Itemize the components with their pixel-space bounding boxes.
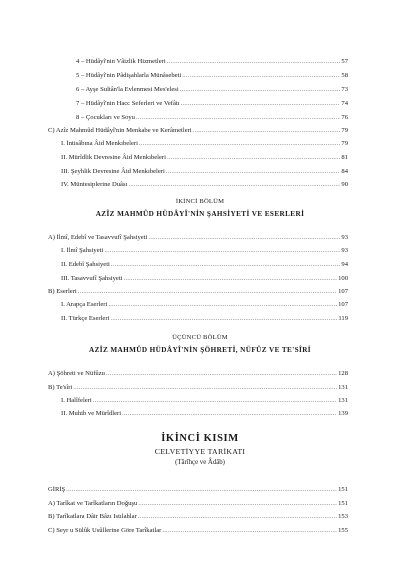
toc-entry-page: 151 [338, 486, 348, 493]
toc-entry [48, 500, 348, 508]
toc-entry-page: 155 [338, 527, 348, 534]
toc-entry-page: 84 [341, 168, 348, 175]
leader-dots [73, 384, 337, 392]
toc-entry-text: GİRİŞ [48, 486, 66, 493]
toc-entry-text: I. İlmî Şahsiyeti [61, 247, 104, 254]
chapter-number: ÜÇÜNCÜ BÖLÜM [172, 334, 228, 341]
toc-entry-page: 100 [338, 275, 348, 282]
toc-entry [61, 181, 348, 189]
toc-entry-page: 93 [341, 234, 348, 241]
leader-dots [128, 181, 340, 189]
toc-entry-page: 79 [341, 140, 348, 147]
leader-dots [124, 275, 338, 283]
toc-entry-page: 131 [338, 397, 348, 404]
toc-entry-text: C) Azîz Mahmûd Hüdâyî'nin Menkabe ve Kerâmetleri [48, 127, 192, 134]
toc-entry [61, 247, 348, 255]
toc-entry-page: 131 [338, 384, 348, 391]
toc-entry-page: 90 [341, 181, 348, 188]
toc-entry-page: 58 [341, 72, 348, 79]
toc-entry-page: 151 [338, 500, 348, 507]
leader-dots [111, 261, 341, 269]
leader-dots [167, 154, 340, 162]
toc-entry [48, 234, 348, 242]
leader-dots [136, 114, 340, 122]
part-subtitle-note: (Târîhçe ve Âdâb) [175, 459, 225, 466]
leader-dots [78, 288, 337, 296]
toc-entry [61, 261, 348, 269]
toc-entry-text: 7 – Hüdâyî'nin Hacc Seferleri ve Vefâtı [76, 100, 180, 107]
leader-dots [104, 247, 340, 255]
toc-entry-page: 107 [338, 288, 348, 295]
toc-entry-text: A) Tarîkat ve Tarîkatların Doğuşu [48, 500, 138, 507]
toc-entry [61, 168, 348, 176]
toc-entry [48, 384, 348, 392]
toc-entry-text: 4 – Hüdâyî'nin Vâizlik Hizmetleri [76, 58, 166, 65]
toc-entry [76, 58, 348, 66]
toc-entry-text: II. Mürîdlik Devresine Âid Menkıbeleri [61, 154, 166, 161]
toc-entry-text: III. Tasavvufî Şahsiyeti [61, 275, 123, 282]
chapter-number: İKİNCİ BÖLÜM [175, 198, 225, 205]
toc-entry-page: 79 [341, 127, 348, 134]
toc-entry [61, 154, 348, 162]
toc-entry-text: B) Eserleri [48, 288, 77, 295]
toc-entry-text: A) Şöhreti ve Nüfûzu [48, 370, 105, 377]
toc-entry-text: IV. Müntesiplerine Duâsı [61, 181, 128, 188]
toc-entry [48, 527, 348, 535]
leader-dots [181, 100, 341, 108]
toc-entry [48, 513, 348, 521]
toc-entry-text: I. İntisâbına Âid Menkıbeleri [61, 140, 138, 147]
toc-entry-text: I. Halîfeleri [61, 397, 92, 404]
chapter-title: AZÎZ MAHMÛD HÜDÂYÎ'NİN ŞÖHRETİ, NÜFÛZ VE TE'SÎRİ [88, 346, 311, 354]
toc-entry [61, 315, 348, 323]
leader-dots [106, 370, 337, 378]
leader-dots [167, 58, 341, 66]
leader-dots [110, 315, 337, 323]
leader-dots [108, 301, 337, 309]
leader-dots [193, 127, 341, 135]
toc-entry-page: 76 [341, 114, 348, 121]
toc-entry-page: 94 [341, 261, 348, 268]
toc-entry [76, 86, 348, 94]
toc-entry-text: A) İlmî, Edebî ve Tasavvufî Şahsiyeti [48, 234, 148, 241]
toc-entry [61, 397, 348, 405]
leader-dots [166, 168, 341, 176]
toc-entry [48, 486, 348, 494]
leader-dots [138, 500, 337, 508]
toc-entry-text: 5 – Hüdâyî'nin Pâdişahlarla Münâsebeti [76, 72, 182, 79]
toc-entry [76, 114, 348, 122]
toc-entry-text: II. Edebî Şahsiyeti [61, 261, 110, 268]
toc-entry-page: 93 [341, 247, 348, 254]
toc-entry-text: III. Şeyhlik Devresine Âid Menkıbeleri [61, 168, 165, 175]
leader-dots [148, 234, 340, 242]
toc-entry-page: 73 [341, 86, 348, 93]
toc-entry [48, 370, 348, 378]
leader-dots [180, 86, 341, 94]
toc-entry-page: 81 [341, 154, 348, 161]
leader-dots [138, 513, 337, 521]
toc-entry [48, 288, 348, 296]
leader-dots [122, 410, 337, 418]
toc-entry-text: B) Tarîkatlara Dâir Bâzı Istılahlar [48, 513, 137, 520]
leader-dots [139, 140, 340, 148]
toc-entry-page: 57 [341, 58, 348, 65]
toc-entry [61, 275, 348, 283]
toc-entry-page: 128 [338, 370, 348, 377]
toc-entry-page: 107 [338, 301, 348, 308]
toc-entry [76, 72, 348, 80]
toc-entry-text: 8 – Çocukları ve Soyu [76, 114, 135, 121]
toc-entry-page: 119 [338, 315, 348, 322]
leader-dots [66, 486, 337, 494]
toc-entry-text: C) Seyr u Sülûk Usûllerine Göre Tarîkatlar [48, 527, 162, 534]
chapter-title: AZÎZ MAHMÛD HÜDÂYÎ'NİN ŞAHSİYETİ VE ESERLERİ [95, 210, 305, 218]
toc-entry-text: B) Te'sîri [48, 384, 73, 391]
toc-entry-text: II. Türkçe Eserleri [61, 315, 110, 322]
toc-entry [61, 140, 348, 148]
toc-entry-page: 153 [338, 513, 348, 520]
part-subtitle: CELVETİYYE TARİKATI [154, 447, 246, 456]
toc-entry-page: 74 [341, 100, 348, 107]
toc-entry [61, 301, 348, 309]
toc-entry-page: 139 [338, 410, 348, 417]
toc-entry-text: I. Arapça Eserleri [61, 301, 108, 308]
toc-entry-text: II. Muhib ve Mürîdleri [61, 410, 122, 417]
part-title: İKİNCİ KISIM [161, 433, 239, 444]
leader-dots [182, 72, 340, 80]
leader-dots [93, 397, 337, 405]
leader-dots [162, 527, 337, 535]
toc-entry [61, 410, 348, 418]
toc-entry [48, 127, 348, 135]
toc-entry-text: 6 – Ayşe Sultân'la Evlenmesi Mes'elesi [76, 86, 179, 93]
toc-entry [76, 100, 348, 108]
